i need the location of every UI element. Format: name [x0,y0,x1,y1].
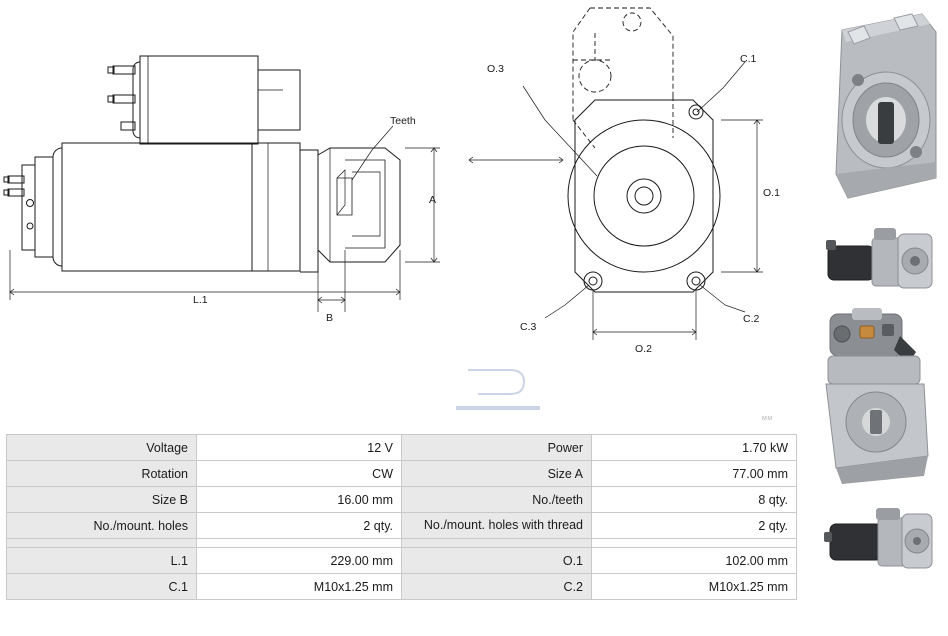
cell-value: 8 qty. [592,487,797,513]
cell-label: C.1 [7,574,197,600]
cell-value [592,539,797,548]
cell-value [197,539,402,548]
cell-label: No./teeth [402,487,592,513]
cell-label: Size A [402,461,592,487]
label-o1: O.1 [763,187,780,199]
cell-label: Voltage [7,435,197,461]
cell-label: No./mount. holes [7,513,197,539]
starter-photo-side[interactable] [812,216,948,302]
cell-value: M10x1.25 mm [197,574,402,600]
cell-value: 2 qty. [592,513,797,539]
spec-table [6,434,797,600]
product-photo-column [808,0,948,636]
label-o3: O.3 [487,63,504,75]
cell-label: Size B [7,487,197,513]
table-row-spacer [7,539,797,548]
cell-value: 77.00 mm [592,461,797,487]
cell-value: 2 qty. [197,513,402,539]
label-size-a: A [429,194,437,206]
table-row [7,487,797,513]
label-l1: L.1 [193,294,208,306]
cell-value: 102.00 mm [592,548,797,574]
starter-photo-rear[interactable] [812,494,948,584]
label-size-b: B [326,312,334,324]
cell-value: 16.00 mm [197,487,402,513]
starter-photo-front-angle[interactable] [812,2,948,212]
cell-label: Rotation [7,461,197,487]
starter-side-view-drawing [0,0,460,340]
cell-value: CW [197,461,402,487]
label-c3: C.3 [520,321,537,333]
label-o2: O.2 [635,343,652,355]
starter-photo-solenoid-detail[interactable] [812,306,948,490]
cell-label [402,539,592,548]
label-teeth: Teeth [390,115,416,127]
watermark [440,360,560,420]
table-row [7,513,797,539]
watermark-small-text: ᴍᴍ [762,415,773,422]
cell-value: M10x1.25 mm [592,574,797,600]
cell-label: C.2 [402,574,592,600]
label-c2: C.2 [743,313,760,325]
label-c1: C.1 [740,53,757,65]
table-row [7,461,797,487]
table-row [7,435,797,461]
table-row [7,574,797,600]
cell-value: 1.70 kW [592,435,797,461]
cell-label: L.1 [7,548,197,574]
starter-front-view-drawing [445,0,805,370]
cell-label: No./mount. holes with thread [402,513,592,539]
table-row [7,548,797,574]
cell-label: O.1 [402,548,592,574]
cell-label [7,539,197,548]
cell-value: 12 V [197,435,402,461]
cell-label: Power [402,435,592,461]
cell-value: 229.00 mm [197,548,402,574]
